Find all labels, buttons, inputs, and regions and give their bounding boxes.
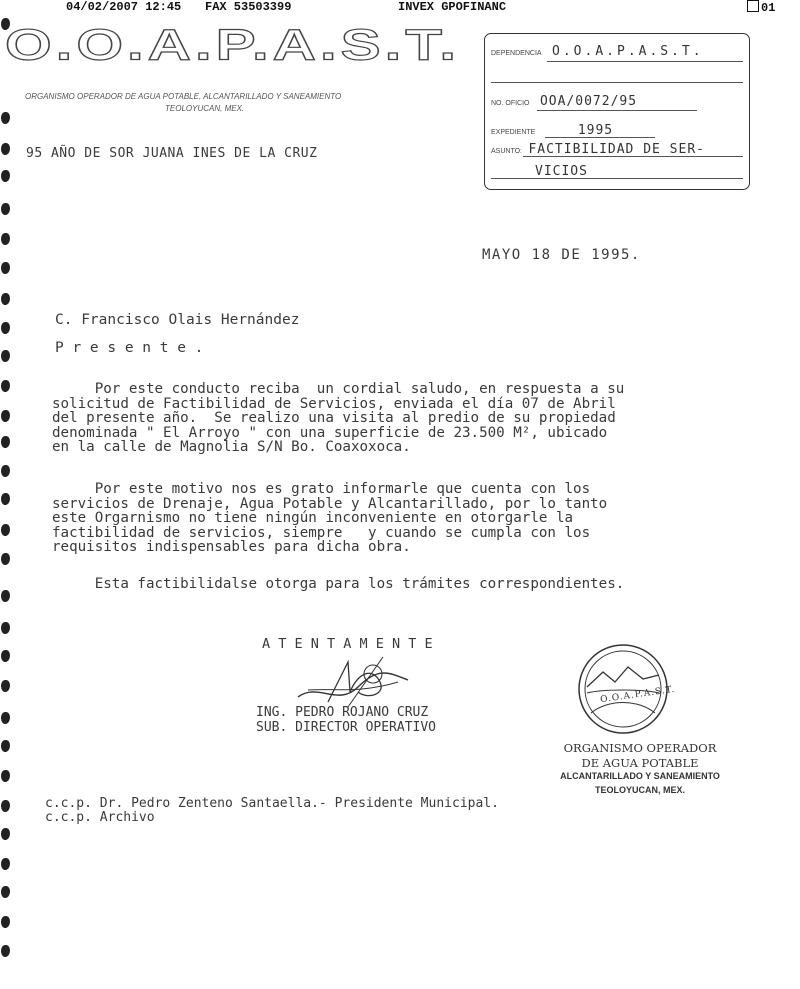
reference-box bbox=[484, 33, 750, 190]
letter-date: MAYO 18 DE 1995. bbox=[482, 247, 641, 263]
presente: P r e s e n t e . bbox=[55, 340, 204, 356]
organism-line: ORGANISMO OPERADOR DE AGUA POTABLE, ALCANTARILLADO Y SANEAMIENTO bbox=[25, 92, 342, 101]
seal-line-3: ALCANTARILLADO Y SANEAMIENTO bbox=[560, 771, 720, 781]
recipient: C. Francisco Olais Hernández bbox=[55, 312, 300, 328]
fax-page: 01 bbox=[747, 0, 775, 15]
seal-line-2: DE AGUA POTABLE bbox=[581, 756, 699, 770]
dependencia-label: DEPENDENCIA bbox=[491, 50, 542, 57]
asunto-line2: VICIOS bbox=[535, 164, 588, 179]
paragraph-1-line: del presente año. Se realizo una visita al predio de su propiedad bbox=[52, 410, 616, 426]
signer-name: ING. PEDRO ROJANO CRUZ bbox=[256, 705, 429, 720]
paragraph-2-line: este Orgarnismo no tiene ningún inconveniente en otorgarle la bbox=[52, 510, 574, 526]
paragraph-1 bbox=[52, 382, 624, 455]
ccp-block bbox=[45, 797, 499, 825]
expediente-value: 1995 bbox=[577, 123, 614, 138]
fax-page-icon bbox=[747, 0, 759, 12]
seal-line-1: ORGANISMO OPERADOR bbox=[563, 741, 717, 755]
city-line: TEOLOYUCAN, MEX. bbox=[165, 104, 245, 113]
dependencia-value: O.O.A.P.A.S.T. bbox=[552, 44, 704, 59]
expediente-label: EXPEDIENTE bbox=[491, 129, 536, 136]
asunto-line1: FACTIBILIDAD DE SER- bbox=[528, 142, 705, 157]
ccp-line: c.c.p. Archivo bbox=[45, 810, 155, 825]
signature bbox=[288, 652, 418, 712]
year-motto: 95 AÑO DE SOR JUANA INES DE LA CRUZ bbox=[26, 146, 318, 161]
seal-line-4: TEOLOYUCAN, MEX. bbox=[594, 785, 685, 795]
fax-number: FAX 53503399 bbox=[205, 0, 292, 14]
fax-sender: INVEX GPOFINANC bbox=[398, 0, 507, 14]
oficio-label: NO. OFICIO bbox=[491, 100, 530, 107]
paragraph-2 bbox=[52, 482, 607, 555]
paragraph-1-line: solicitud de Factibilidad de Servicios, enviada el día 07 de Abril bbox=[52, 395, 616, 412]
oficio-value: OOA/0072/95 bbox=[539, 94, 638, 109]
paragraph-1-line: denominada " El Arroyo " con una superficie de 23.500 M², ubicado bbox=[52, 424, 608, 441]
paragraph-1-line: Por este conducto reciba un cordial saludo, en respuesta a su bbox=[52, 381, 625, 397]
asunto-label: ASUNTO: bbox=[491, 148, 522, 155]
ccp-line: c.c.p. Dr. Pedro Zenteno Santaella.- Presidente Municipal. bbox=[45, 796, 499, 811]
paragraph-2-line: servicios de Drenaje, Agua Potable y Alcantarillado, por lo tanto bbox=[52, 495, 608, 512]
fax-datetime: 04/02/2007 12:45 bbox=[66, 0, 182, 14]
closing: A T E N T A M E N T E bbox=[262, 636, 433, 652]
paragraph-1-line: en la calle de Magnolia S/N Bo. Coaxoxoca. bbox=[52, 439, 411, 455]
logo: O.O.A.P.A.S.T. bbox=[5, 20, 460, 69]
paragraph-2-line: factibilidad de servicios, siempre y cuando se cumpla con los bbox=[52, 524, 591, 541]
seal-ring-text: O.O.A.P.A.S.T. bbox=[599, 684, 676, 706]
paragraph-2-line: Por este motivo nos es grato informarle que cuenta con los bbox=[52, 481, 591, 497]
paragraph-3: Esta factibilidalse otorga para los trámites correspondientes. bbox=[52, 576, 625, 592]
paragraph-2-line: requisitos indispensables para dicha obra. bbox=[52, 539, 411, 555]
signer-title: SUB. DIRECTOR OPERATIVO bbox=[256, 720, 437, 735]
